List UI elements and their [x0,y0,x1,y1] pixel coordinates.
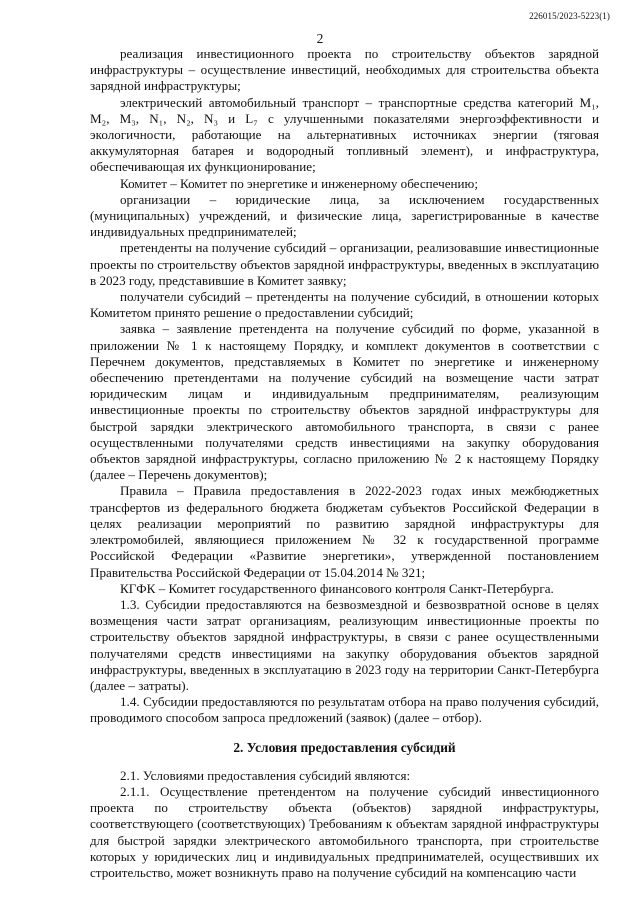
document-body [90,46,599,881]
paragraph-definition-electric-transport: электрический автомобильный транспорт – транспортные средства категорий M₁, M₂, M₃, N₁, N₂, N₃ и L₇ с улучшенными показателями энергоэффективности и экологичности, работающие на альтернативных источниках энергии (тяговая аккумуляторная батарея и водородный топливный элемент), и инфраструктура, обеспечивающая их функционирование; [90,94,599,175]
document-registration-number: 226015/2023-5223(1) [529,11,610,21]
paragraph-clause-2-1: 2.1. Условиями предоставления субсидий являются: [120,767,411,783]
paragraph-clause-1-3: 1.3. Субсидии предоставляются на безвозмездной и безвозвратной основе в целях возмещения части затрат организациям, реализующим инвестиционные проекты по строительству объектов зарядной инфраструктуры, в связи с ранее осуществленными получателями средств инвестициями на закупку оборудования объектов зарядной инфраструктуры, введенных в эксплуатацию в 2023 году на территории Санкт-Петербурга (далее – затраты). [90,596,599,693]
paragraph-definition-applicants: претенденты на получение субсидий – организации, реализовавшие инвестиционные проекты по строительству объектов зарядной инфраструктуры, введенных в эксплуатацию в 2023 году, представившие в Комитет заявку; [90,240,599,288]
paragraph-definition-investment-project: реализация инвестиционного проекта по строительству объектов зарядной инфраструктуры – осуществление инвестиций, необходимых для строительства объекта зарядной инфраструктуры; [90,46,599,94]
paragraph-definition-application: заявка – заявление претендента на получение субсидий по форме, указанной в приложении № 1 к настоящему Порядку, и комплект документов в соответствии с Перечнем документов, представляемых в Комитет по энергетике и инженерному обеспечению претендентами на получение субсидий на возмещение части затрат юридическим лицам и индивидуальным предпринимателям, реализующим инвестиционные проекты по строительству объектов зарядной инфраструктуры для быстрой зарядки электрического автомобильного транспорта, в связи с ранее осуществленными получателями средств инвестициями на закупку оборудования объектов зарядной инфраструктуры, согласно приложению № 2 к настоящему Порядку (далее – Перечень документов); [90,321,599,483]
page-number: 2 [316,31,324,46]
paragraph-clause-2-1-1: 2.1.1. Осуществление претендентом на получение субсидий инвестиционного проекта по строительству объекта (объектов) зарядной инфраструктуры, соответствующего (соответствующих) Требованиям к объектам зарядной инфраструктуры для быстрой зарядки электрического автомобильного транспорта, при строительстве которых у юридических лиц и индивидуальных предпринимателей, осуществивших их строительство, может возникнуть право на получение субсидий на компенсацию части [90,783,599,880]
paragraph-definition-recipients: получатели субсидий – претенденты на получение субсидий, в отношении которых Комитетом принято решение о предоставлении субсидий; [90,289,599,321]
paragraph-definition-committee: Комитет – Комитет по энергетике и инженерному обеспечению; [120,175,478,191]
paragraph-definition-kgfk: КГФК – Комитет государственного финансового контроля Санкт-Петербурга. [120,580,554,596]
paragraph-definition-rules: Правила – Правила предоставления в 2022-2023 годах иных межбюджетных трансфертов из федерального бюджета бюджетам субъектов Российской Федерации в целях реализации мероприятий по развитию зарядной инфраструктуры для электромобилей, являющиеся приложением № 32 к государственной программе Российской Федерации «Развитие энергетики», утвержденной постановлением Правительства Российской Федерации от 15.04.2014 № 321; [90,483,599,580]
paragraph-definition-organizations: организации – юридические лица, за исключением государственных (муниципальных) учреждений, и физические лица, зарегистрированные в качестве индивидуальных предпринимателей; [90,191,599,240]
section-2-heading: 2. Условия предоставления субсидий [233,739,456,755]
paragraph-clause-1-4: 1.4. Субсидии предоставляются по результатам отбора на право получения субсидий, проводимого способом запроса предложений (заявок) (далее – отбор). [90,694,599,726]
